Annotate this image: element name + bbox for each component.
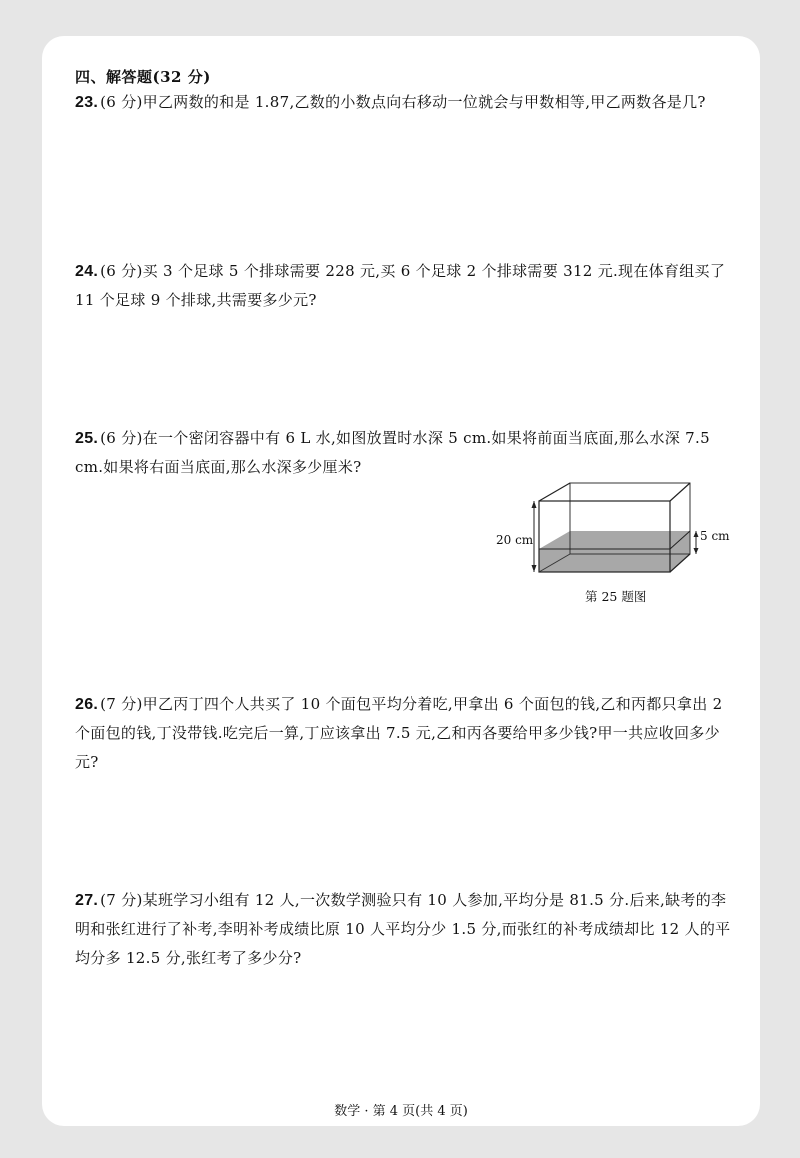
question-26 [75, 690, 735, 777]
question-number: 23. [75, 94, 99, 111]
question-text: (7 分)甲乙丙丁四个人共买了 10 个面包平均分着吃,甲拿出 6 个面包的钱,乙和丙都只拿出 2 个面包的钱,丁没带钱.吃完后一算,丁应该拿出 7.5 元,乙和丙各要给甲多少钱?甲一共应收回多少元? [75, 695, 723, 771]
question-text: (7 分)某班学习小组有 12 人,一次数学测验只有 10 人参加,平均分是 81.5 分.后来,缺考的李明和张红进行了补考,李明补考成绩比原 10 人平均分少 1.5 分,而张红的补考成绩却比 12 人的平均分多 12.5 分,张红考了多少分? [75, 891, 731, 967]
water-top [539, 531, 690, 549]
question-27 [75, 886, 735, 973]
box-edge [539, 483, 570, 501]
depth-label: 5 cm [700, 529, 730, 543]
question-number: 27. [75, 892, 99, 909]
figure-caption: 第 25 题图 [585, 589, 647, 604]
page-footer: 数学 · 第 4 页(共 4 页) [334, 1104, 468, 1119]
question-number: 24. [75, 263, 99, 280]
question-text: (6 分)在一个密闭容器中有 6 L 水,如图放置时水深 5 cm.如果将前面当底面,那么水深 7.5 cm.如果将右面当底面,那么水深多少厘米? [75, 429, 710, 476]
height-label: 20 cm [496, 533, 534, 547]
question-24 [75, 257, 735, 315]
question-23 [75, 88, 735, 117]
exam-page [42, 36, 760, 1126]
question-text: (6 分)甲乙两数的和是 1.87,乙数的小数点向右移动一位就会与甲数相等,甲乙两数各是几? [100, 93, 706, 111]
question-number: 25. [75, 430, 99, 447]
question-25 [75, 424, 735, 482]
question-number: 26. [75, 696, 99, 713]
container-figure [490, 481, 740, 611]
section-title: 四、解答题(32 分) [75, 68, 211, 86]
question-text: (6 分)买 3 个足球 5 个排球需要 228 元,买 6 个足球 2 个排球需要 312 元.现在体育组买了 11 个足球 9 个排球,共需要多少元? [75, 262, 726, 309]
box-edge [670, 483, 690, 501]
